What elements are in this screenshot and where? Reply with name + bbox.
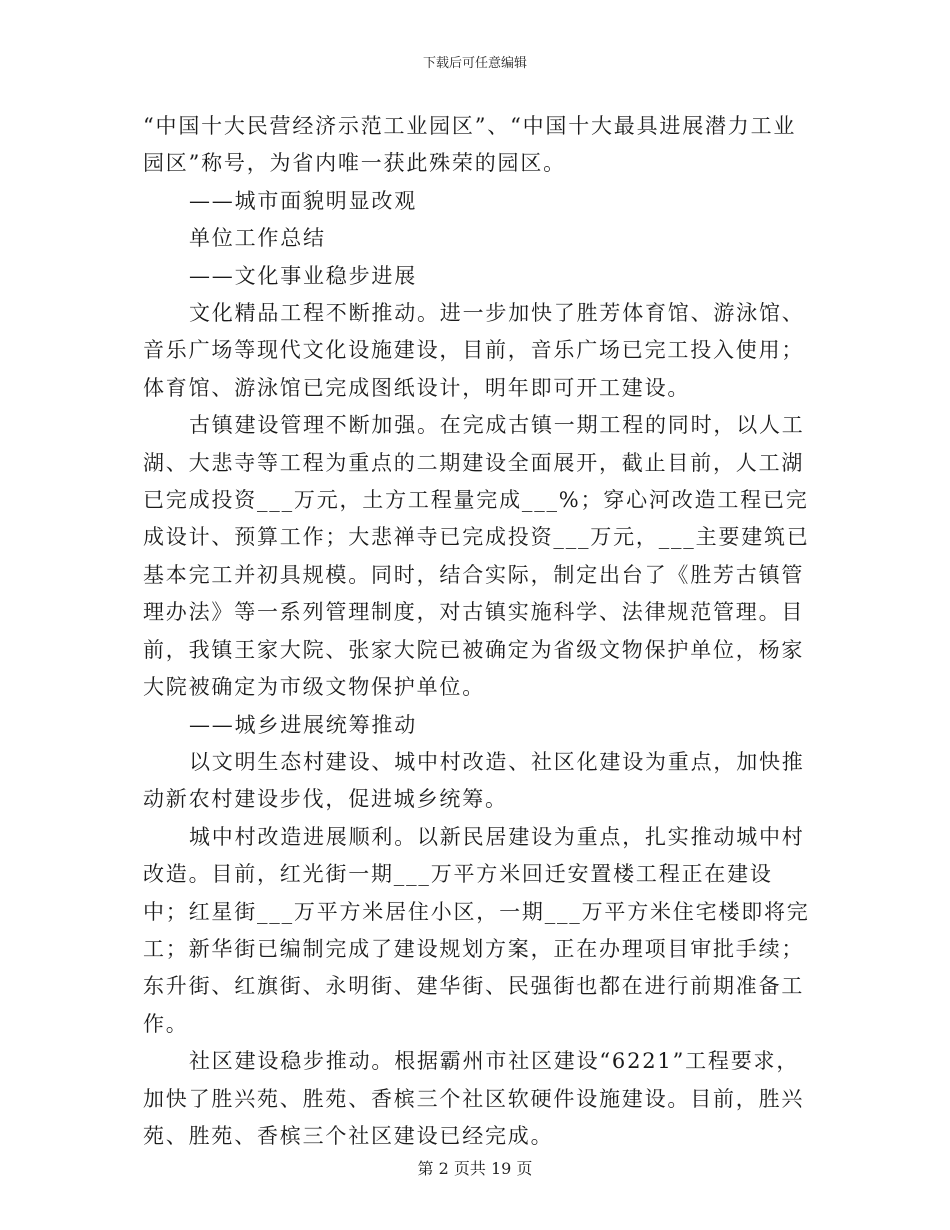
paragraph-ancient-town: 古镇建设管理不断加强。在完成古镇一期工程的同时，以人工湖、大悲寺等工程为重点的二期建设全面展开，截止目前，人工湖已完成投资___万元，土方工程量完成___%；穿心河改造工程已完成设计、预算工作；大悲禅寺已完成投资___万元，___主要建筑已基本完工并初具规模。同时，结合实际，制定出台了《胜芳古镇管理办法》等一系列管理制度，对古镇实施科学、法律规范管理。目前，我镇王家大院、张家大院已被确定为省级文物保护单位，杨家大院被确定为市级文物保护单位。 <box>143 413 810 700</box>
paragraph-community: 社区建设稳步推动。根据霸州市社区建设“6221”工程要求，加快了胜兴苑、胜苑、香槟三个社区软硬件设施建设。目前，胜兴苑、胜苑、香槟三个社区建设已经完成。 <box>143 1049 805 1148</box>
page-footer: 第 2 页共 19 页 <box>417 1159 533 1178</box>
section-heading-culture: ——文化事业稳步进展 <box>189 263 417 288</box>
section-heading-urban-rural: ——城乡进展统筹推动 <box>189 712 417 737</box>
page-header: 下载后可任意编辑 <box>422 56 527 71</box>
inserted-heading: 单位工作总结 <box>189 226 326 251</box>
section-heading-city: ——城市面貌明显改观 <box>189 188 417 213</box>
paragraph-1: “中国十大民营经济示范工业园区”、“中国十大最具进展潜力工业园区”称号，为省内唯一获此殊荣的园区。 <box>143 114 797 176</box>
paragraph-village-renovation: 城中村改造进展顺利。以新民居建设为重点，扎实推动城中村改造。目前，红光街一期___万平方米回迁安置楼工程正在建设中；红星街___万平方米居住小区，一期___万平方米住宅楼即将完工；新华街已编制完成了建设规划方案，正在办理项目审批手续；东升街、红旗街、永明街、建华街、民强街也都在进行前期准备工作。 <box>143 824 810 1036</box>
paragraph-culture-projects: 文化精品工程不断推动。进一步加快了胜芳体育馆、游泳馆、音乐广场等现代文化设施建设，目前，音乐广场已完工投入使用；体育馆、游泳馆已完成图纸设计，明年即可开工建设。 <box>143 301 805 400</box>
document-body <box>143 108 815 1155</box>
paragraph-urban-rural: 以文明生态村建设、城中村改造、社区化建设为重点，加快推动新农村建设步伐，促进城乡统筹。 <box>143 749 805 812</box>
